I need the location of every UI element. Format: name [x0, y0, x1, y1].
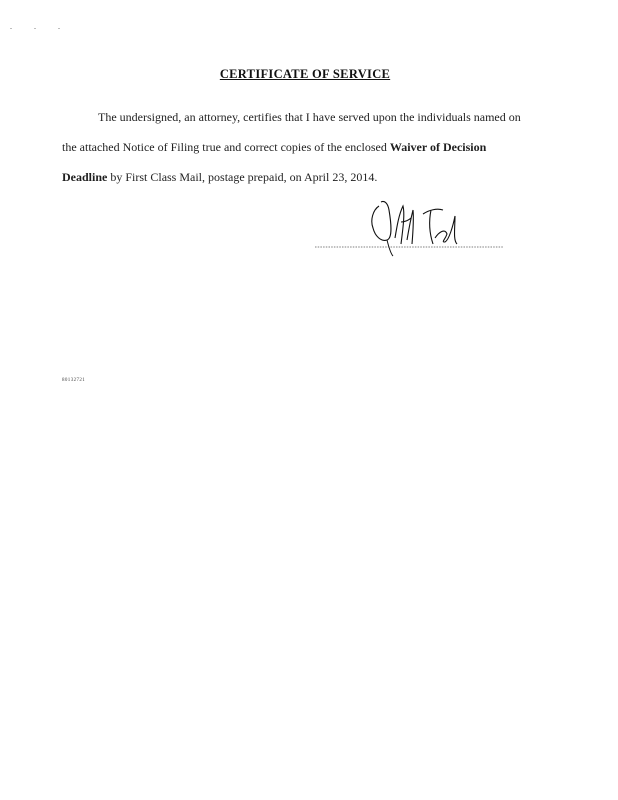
signature-stroke-t — [423, 209, 443, 244]
signature-stroke-el — [435, 216, 457, 244]
certificate-paragraph — [62, 102, 532, 192]
signature-stroke-ff — [395, 206, 413, 244]
document-number: 80132721 — [62, 378, 86, 383]
attorney-signature — [315, 196, 505, 258]
certificate-body — [62, 102, 532, 192]
paragraph-text-end: by First Class Mail, postage prepaid, on April 23, 2014. — [107, 170, 378, 184]
scan-marks: . . . — [10, 22, 70, 31]
paragraph-text-start: The undersigned, an attorney, certifies that I have served upon the individuals named on the attached Notice of Filing true and correct copies of the enclosed — [62, 110, 521, 154]
signature-stroke-j — [372, 201, 391, 240]
enclosed-document-name: Waiver of Decision Deadline — [62, 140, 487, 184]
certificate-title: CERTIFICATE OF SERVICE — [219, 67, 391, 81]
signature-stroke-e — [387, 240, 393, 256]
